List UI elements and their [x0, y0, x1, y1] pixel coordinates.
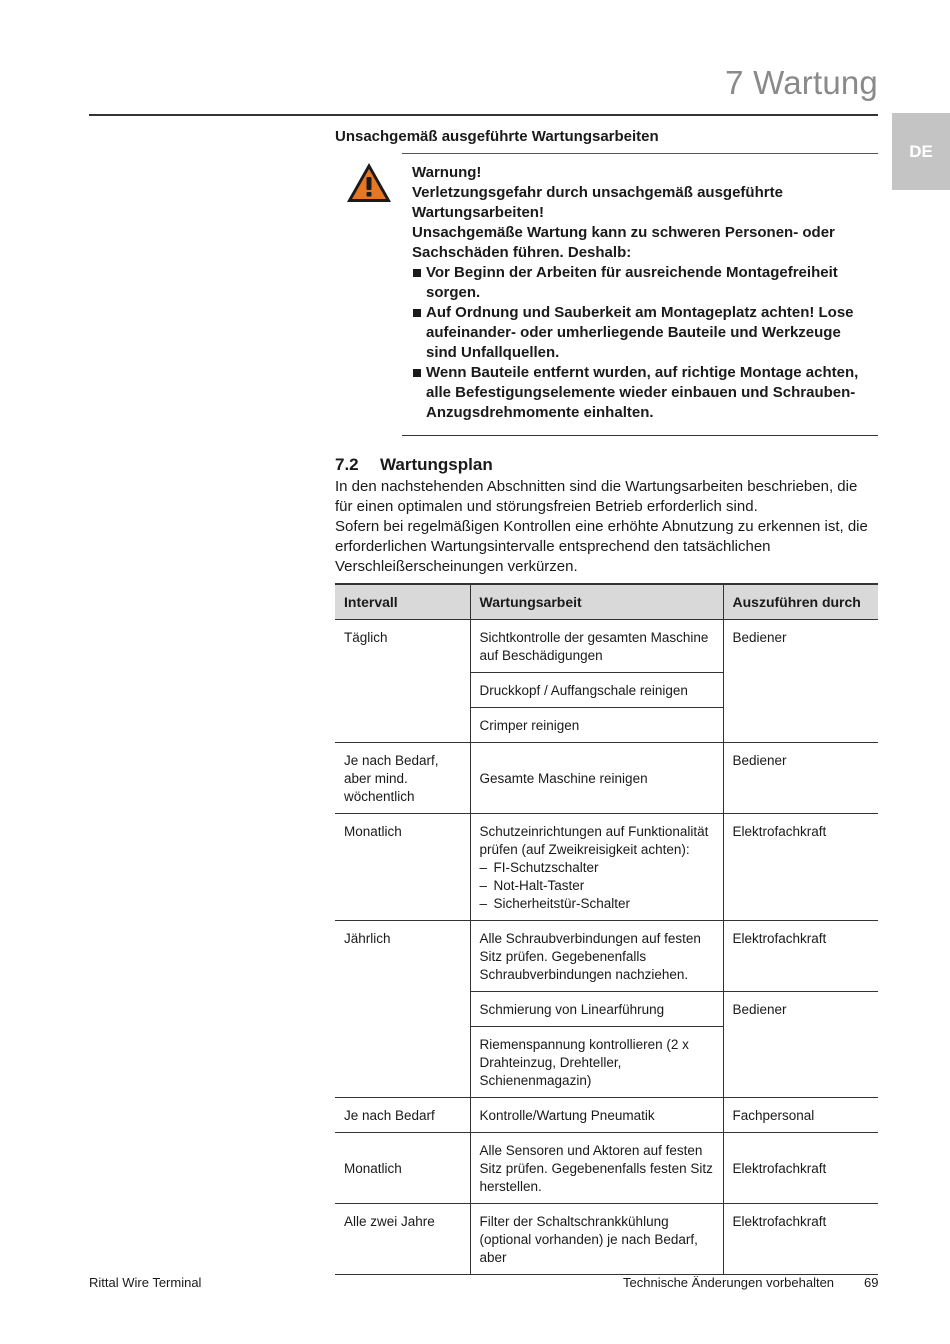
warning-bullet: Auf Ordnung und Sauberkeit am Montageplatz achten! Lose aufeinander- oder umherliegende Bauteile und Werkzeuge sind Unfallquellen. — [412, 303, 872, 363]
responsible-cell: Elektrofachkraft — [723, 1132, 878, 1203]
chapter-title: 7 Wartung — [725, 64, 878, 101]
warning-triangle-icon — [345, 161, 393, 204]
interval-cell: Monatlich — [335, 1132, 470, 1203]
responsible-cell: Elektrofachkraft — [723, 920, 878, 991]
table-row — [335, 742, 878, 813]
task-text: Schutzeinrichtungen auf Funktionalität prüfen (auf Zweikreisigkeit achten): — [479, 823, 709, 857]
table-header-row — [335, 584, 878, 619]
subtitle-divider — [402, 153, 878, 154]
warning-label: Warnung! — [412, 164, 482, 181]
warning-bullet: Vor Beginn der Arbeiten für ausreichende Montagefreiheit sorgen. — [412, 263, 872, 303]
intro-paragraph: In den nachstehenden Abschnitten sind die Wartungsarbeiten beschrieben, die für einen optimalen und störungsfreien Betrieb erforderlich sind. — [335, 478, 858, 515]
task-cell: Kontrolle/Wartung Pneumatik — [470, 1097, 723, 1132]
interval-cell: Täglich — [335, 619, 470, 742]
task-subitem: – Sicherheitstür-Schalter — [480, 895, 714, 913]
task-subitem: – Not-Halt-Taster — [480, 877, 714, 895]
task-cell: Alle Sensoren und Aktoren auf festen Sitz prüfen. Gegebenenfalls festen Sitz herstellen. — [470, 1132, 723, 1203]
interval-cell: Monatlich — [335, 813, 470, 920]
interval-cell: Je nach Bedarf, aber mind. wöchentlich — [335, 742, 470, 813]
task-cell: Crimper reinigen — [470, 707, 723, 742]
col-header-interval: Intervall — [335, 584, 470, 619]
warning-bottom-divider — [402, 435, 878, 436]
section-heading — [335, 455, 493, 475]
table-row — [335, 1203, 878, 1274]
warning-bullet: Wenn Bauteile entfernt wurden, auf richtige Montage achten, alle Befestigungselemente wieder einbauen und Schrauben-Anzugsdrehmomente einhalten. — [412, 363, 872, 423]
footer-disclaimer: Technische Änderungen vorbehalten — [623, 1275, 835, 1290]
header-divider — [89, 114, 878, 116]
warning-block — [412, 163, 872, 423]
section-number: 7.2 — [335, 455, 359, 474]
responsible-cell: Bediener — [723, 991, 878, 1097]
section-title: Wartungsplan — [380, 455, 493, 474]
col-header-task: Wartungsarbeit — [470, 584, 723, 619]
warning-list — [412, 263, 872, 423]
task-cell: Schmierung von Linearführung — [470, 991, 723, 1026]
warning-text: Unsachgemäße Wartung kann zu schweren Personen- oder Sachschäden führen. Deshalb: — [412, 224, 835, 261]
task-cell: Filter der Schaltschrankkühlung (optional vorhanden) je nach Bedarf, aber — [470, 1203, 723, 1274]
responsible-cell: Elektrofachkraft — [723, 813, 878, 920]
footer-product: Rittal Wire Terminal — [89, 1275, 202, 1290]
task-cell: Gesamte Maschine reinigen — [470, 742, 723, 813]
task-cell — [470, 813, 723, 920]
maintenance-table — [335, 583, 878, 1275]
intro-paragraph: Sofern bei regelmäßigen Kontrollen eine erhöhte Abnutzung zu erkennen ist, die erforderlichen Wartungsintervalle entsprechend den tatsächlichen Verschleißerscheinungen verkürzen. — [335, 518, 868, 575]
interval-cell: Jährlich — [335, 920, 470, 1097]
table-row — [335, 920, 878, 991]
language-tab: DE — [892, 113, 950, 190]
col-header-by: Auszuführen durch — [723, 584, 878, 619]
task-subitem: – FI-Schutzschalter — [480, 859, 714, 877]
table-row — [335, 619, 878, 672]
responsible-cell: Elektrofachkraft — [723, 1203, 878, 1274]
responsible-cell: Bediener — [723, 619, 878, 742]
interval-cell: Je nach Bedarf — [335, 1097, 470, 1132]
responsible-cell: Bediener — [723, 742, 878, 813]
task-cell: Druckkopf / Auffangschale reinigen — [470, 672, 723, 707]
task-cell: Sichtkontrolle der gesamten Maschine auf Beschädigungen — [470, 619, 723, 672]
table-row — [335, 1132, 878, 1203]
responsible-cell: Fachpersonal — [723, 1097, 878, 1132]
task-cell: Alle Schraubverbindungen auf festen Sitz prüfen. Gegebenenfalls Schraubverbindungen nachziehen. — [470, 920, 723, 991]
interval-cell: Alle zwei Jahre — [335, 1203, 470, 1274]
warning-headline: Verletzungsgefahr durch unsachgemäß ausgeführte Wartungsarbeiten! — [412, 184, 783, 221]
table-row — [335, 813, 878, 920]
table-row — [335, 1097, 878, 1132]
page-number: 69 — [864, 1275, 879, 1290]
warning-section-subtitle: Unsachgemäß ausgeführte Wartungsarbeiten — [335, 128, 659, 145]
task-cell: Riemenspannung kontrollieren (2 x Drahteinzug, Drehteller, Schienenmagazin) — [470, 1026, 723, 1097]
